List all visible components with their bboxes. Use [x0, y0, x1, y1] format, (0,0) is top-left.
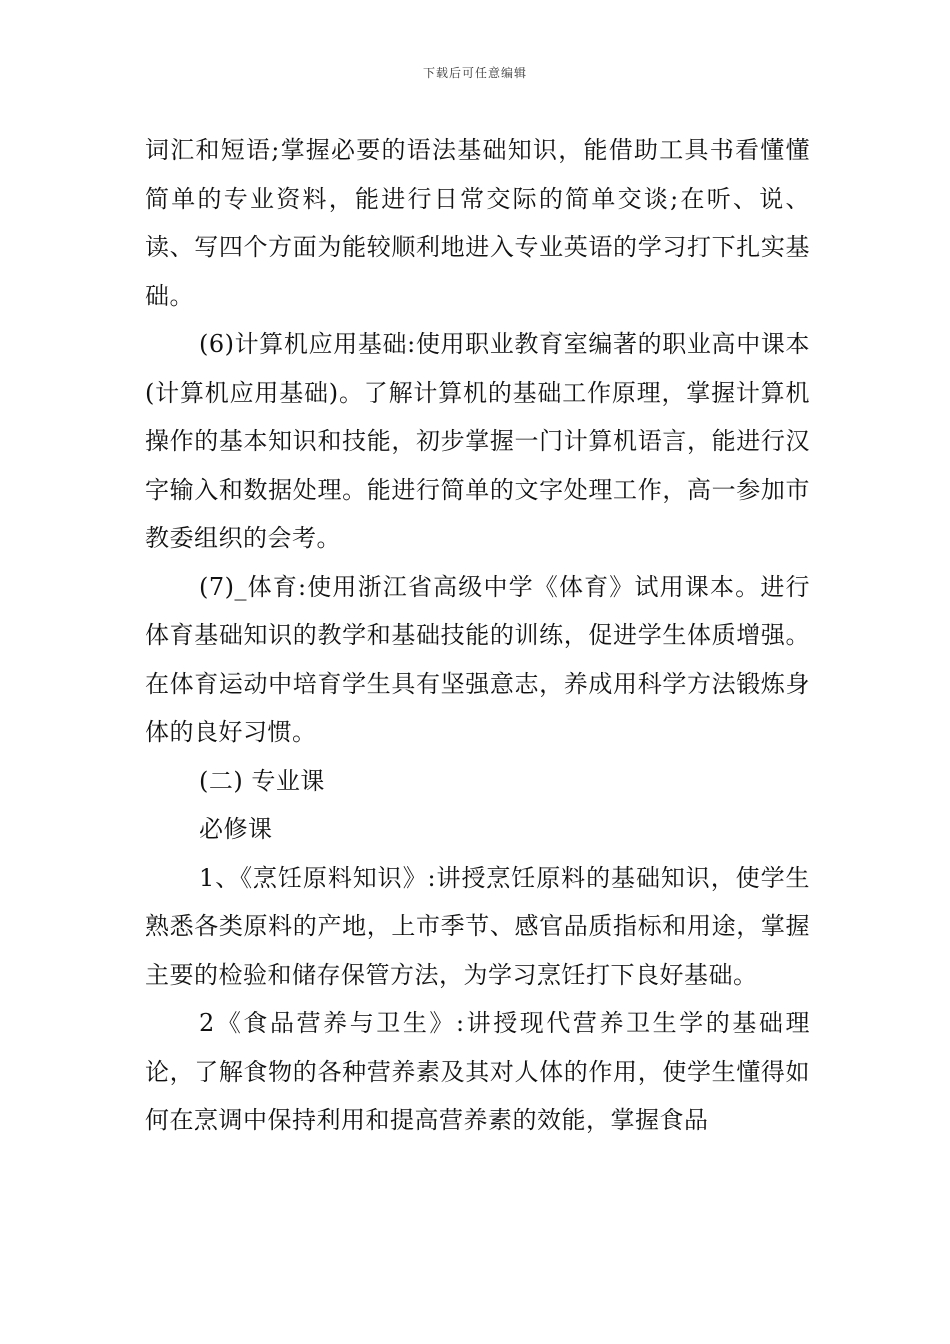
paragraph-vocabulary: 词汇和短语;掌握必要的语法基础知识，能借助工具书看懂懂简单的专业资料，能进行日常交际的简单交谈;在听、说、读、写四个方面为能较顺利地进入专业英语的学习打下扎实基础。 [145, 136, 810, 310]
paragraph-computer-basics: (6)计算机应用基础:使用职业教育室编著的职业高中课本(计算机应用基础)。了解计算机的基础工作原理，掌握计算机操作的基本知识和技能，初步掌握一门计算机语言，能进行汉字输入和数据处理。能进行简单的文字处理工作，高一参加市教委组织的会考。 [145, 330, 810, 552]
document-body [145, 126, 810, 1145]
paragraph-cooking-materials: 1、《烹饪原料知识》:讲授烹饪原料的基础知识，使学生熟悉各类原料的产地，上市季节、感官品质指标和用途，掌握主要的检验和储存保管方法，为学习烹饪打下良好基础。 [145, 863, 810, 989]
paragraph-food-nutrition: 2《食品营养与卫生》:讲授现代营养卫生学的基础理论，了解食物的各种营养素及其对人体的作用，使学生懂得如何在烹调中保持利用和提高营养素的效能，掌握食品 [145, 1009, 810, 1134]
paragraph-physical-education: (7)_体育:使用浙江省高级中学《体育》试用课本。进行体育基础知识的教学和基础技能的训练，促进学生体质增强。在体育运动中培育学生具有坚强意志，养成用科学方法锻炼身体的良好习惯。 [145, 572, 810, 746]
page-header: 下载后可任意编辑 [422, 66, 527, 80]
section-heading-professional-courses: (二) 专业课 [199, 766, 325, 795]
subheading-required-courses: 必修课 [199, 815, 273, 843]
